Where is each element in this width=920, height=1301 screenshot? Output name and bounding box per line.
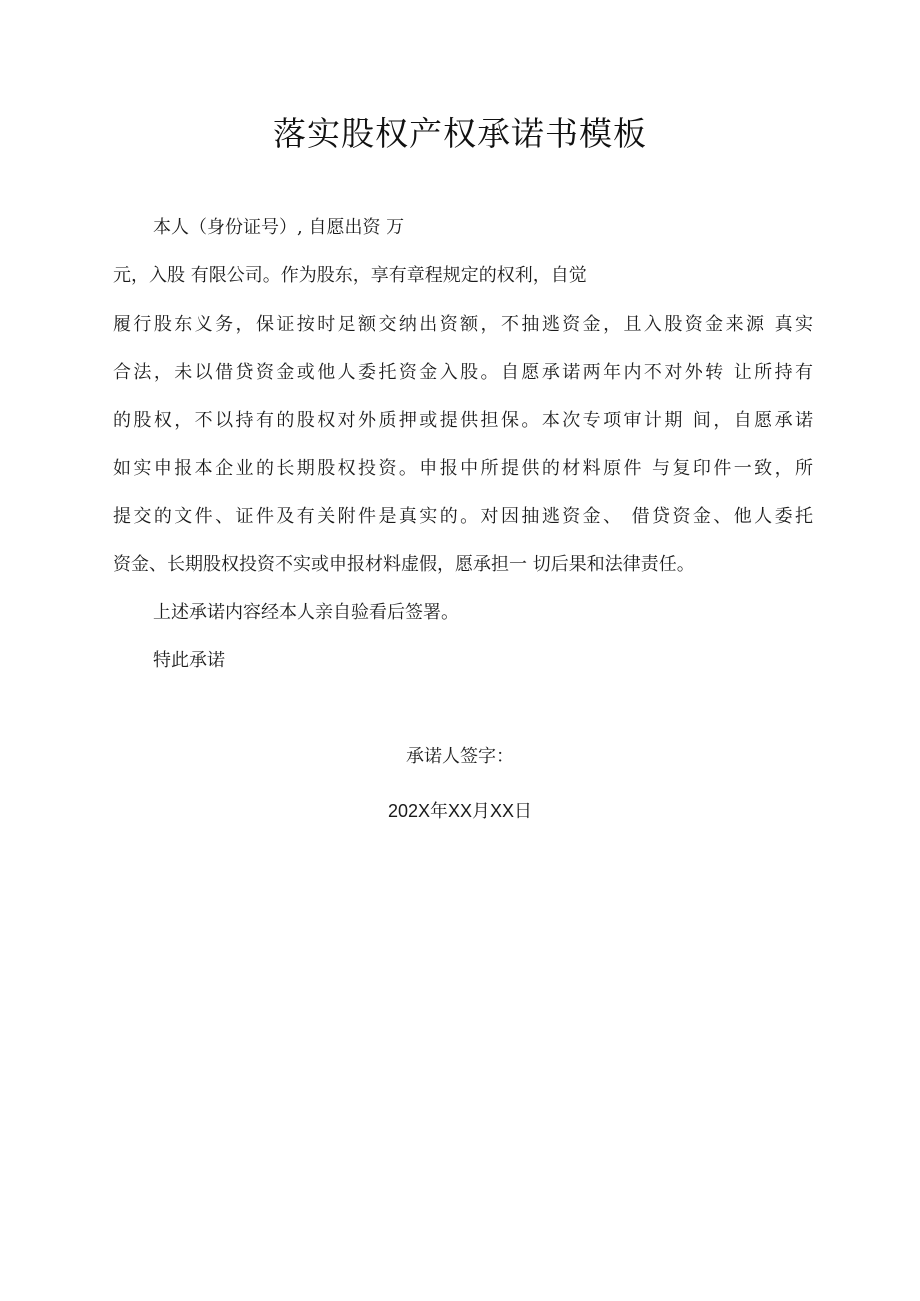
- closing-text: 特此承诺: [153, 650, 225, 671]
- paragraph-line-3: 履行股东义务，保证按时足额交纳出资额，不抽逃资金，且入股资金来源 真实: [113, 314, 813, 335]
- paragraph-line-5: 的股权，不以持有的股权对外质押或提供担保。本次专项审计期 间，自愿承诺: [113, 410, 813, 431]
- signature-label: 承诺人签字：: [406, 746, 514, 767]
- paragraph-line-6: 如实申报本企业的长期股权投资。申报中所提供的材料原件 与复印件一致，所: [113, 458, 813, 479]
- paragraph-line-1: 本人（身份证号）, 自愿出资 万: [153, 217, 405, 238]
- paragraph-line-4: 合法，未以借贷资金或他人委托资金入股。自愿承诺两年内不对外转 让所持有: [113, 362, 813, 383]
- paragraph-line-7: 提交的文件、证件及有关附件是真实的。对因抽逃资金、 借贷资金、他人委托: [113, 506, 813, 527]
- paragraph-line-8: 资金、长期股权投资不实或申报材料虚假，愿承担一 切后果和法律责任。: [113, 554, 695, 575]
- document-title: 落实股权产权承诺书模板: [273, 114, 647, 153]
- signature-date: 202X年XX月XX日: [387, 801, 533, 821]
- paragraph-line-2: 元，入股 有限公司。作为股东，享有章程规定的权利，自觉: [113, 265, 587, 286]
- statement-text: 上述承诺内容经本人亲自验看后签署。: [153, 602, 459, 623]
